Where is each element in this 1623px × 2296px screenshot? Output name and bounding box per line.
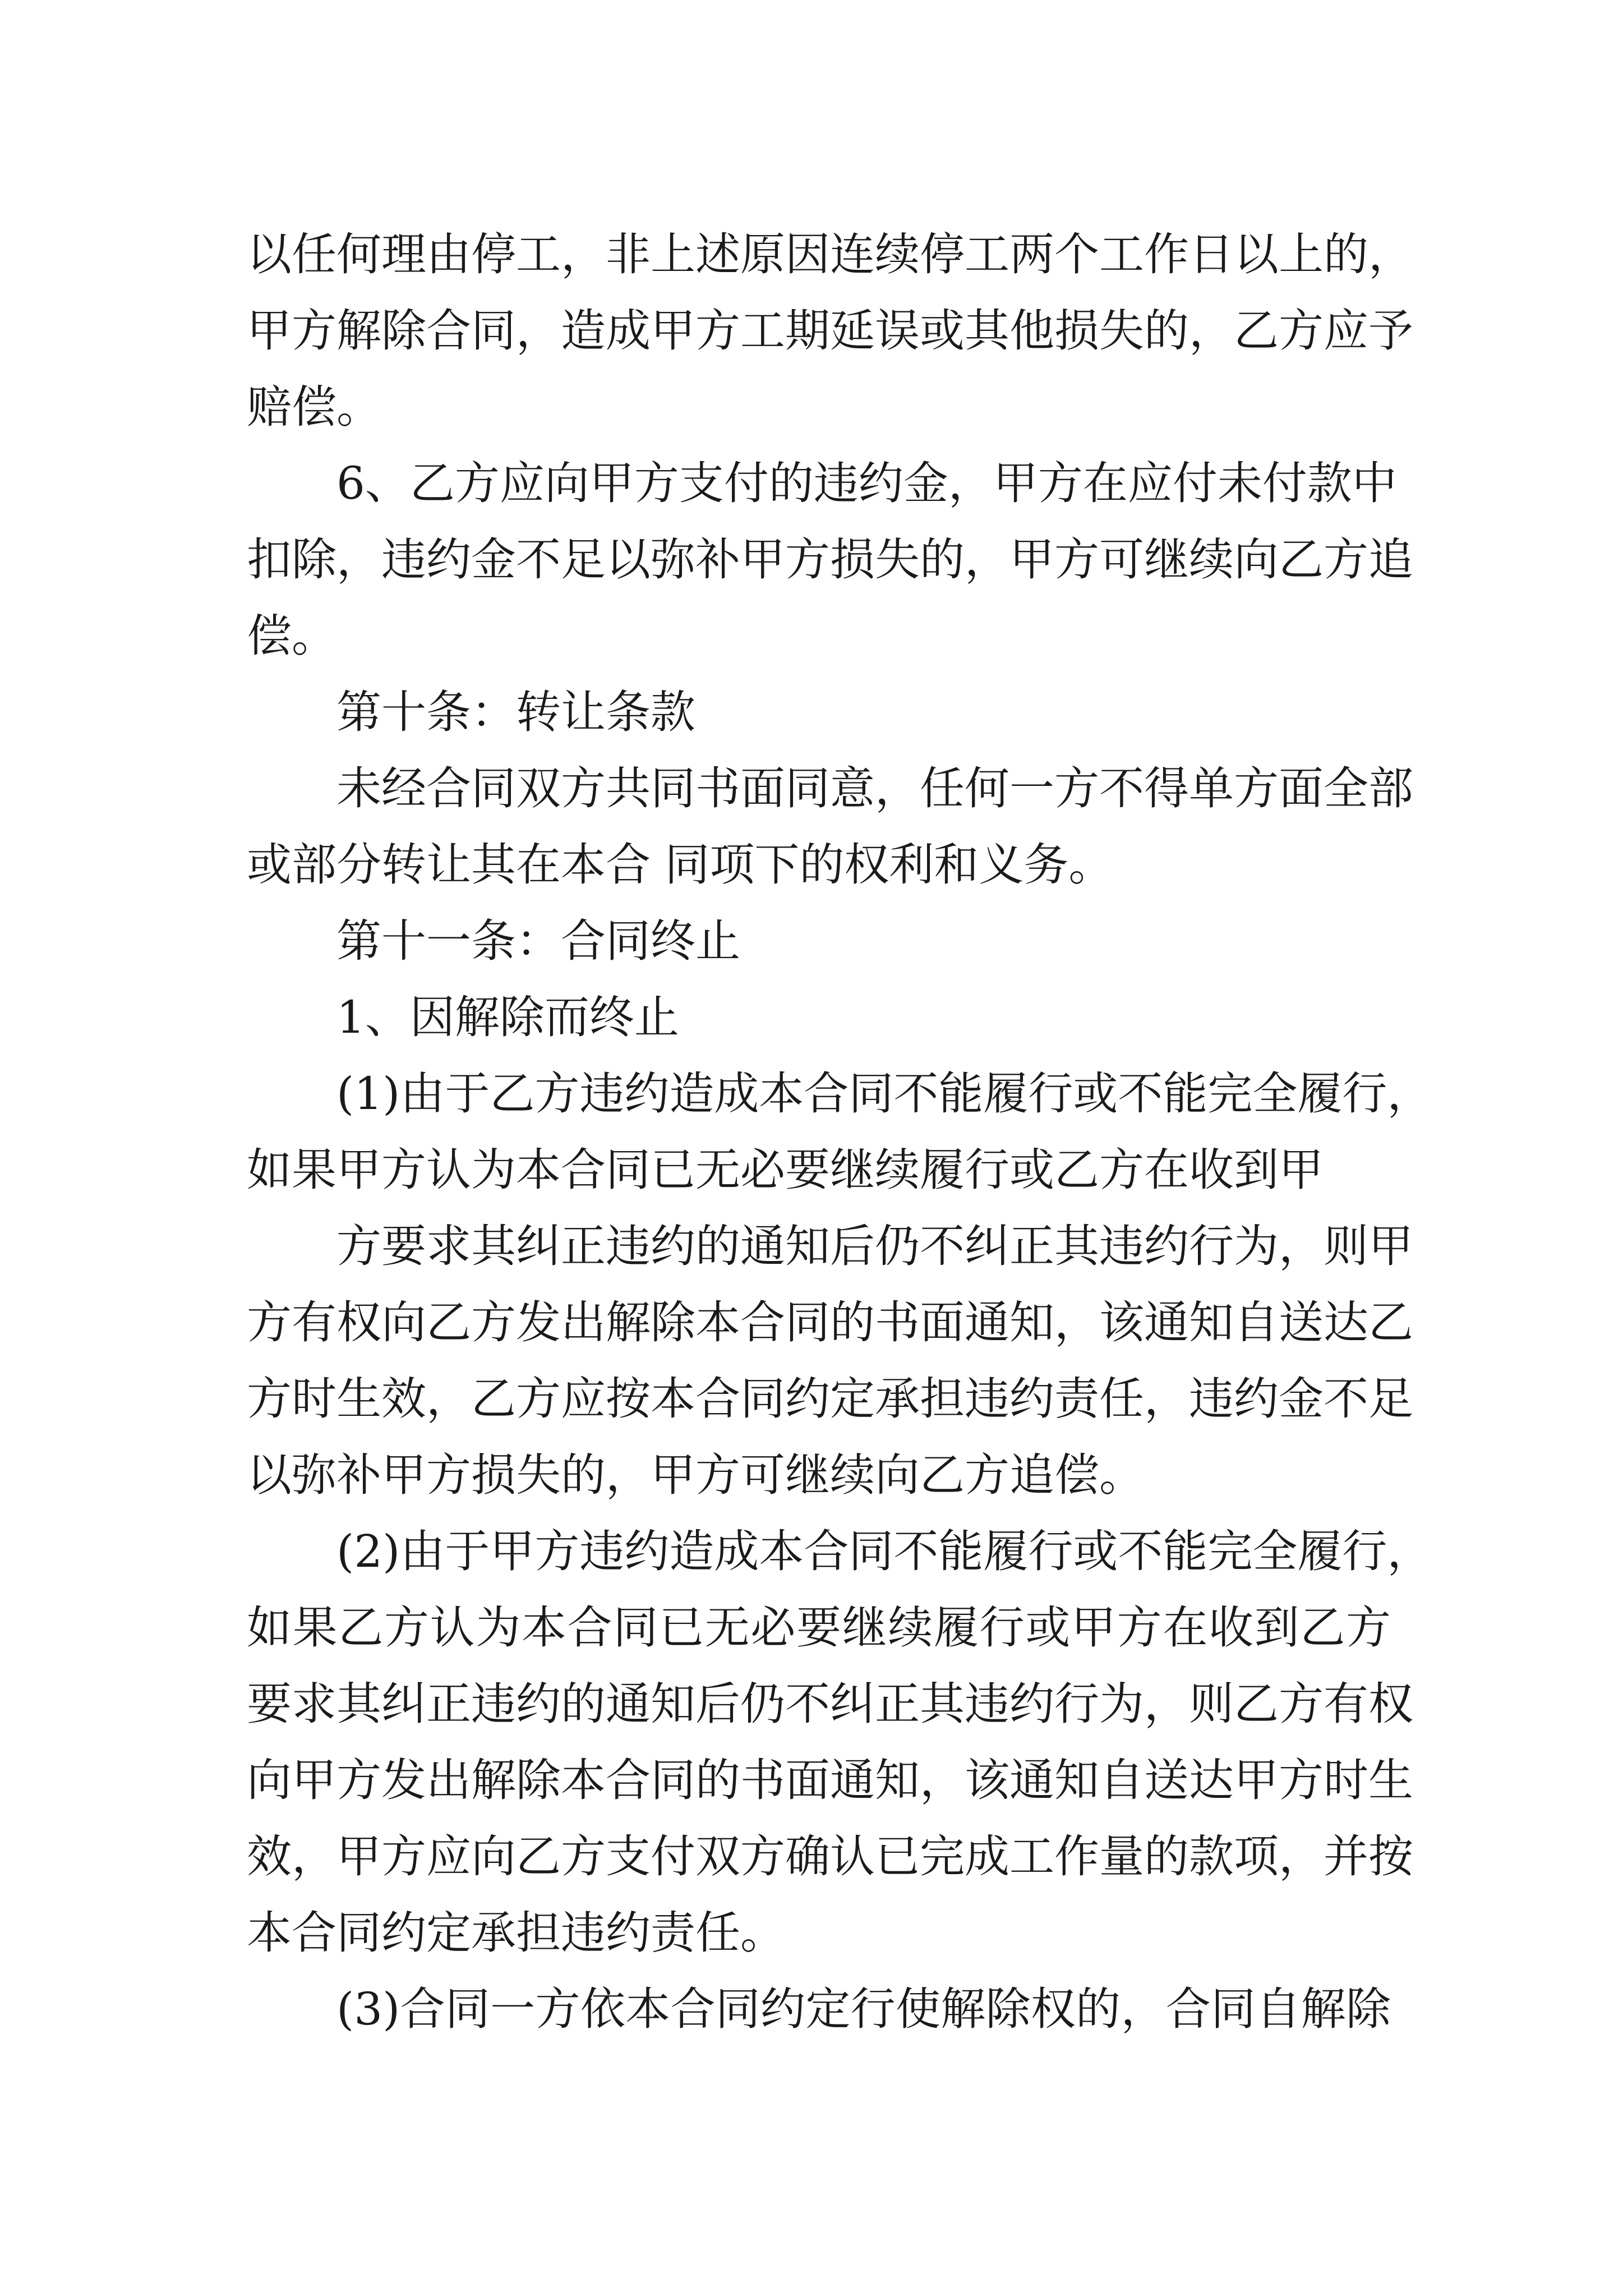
text-line: 如果乙方认为本合同已无必要继续履行或甲方在收到乙方 [247, 1602, 1391, 1654]
text-line: 如果甲方认为本合同已无必要继续履行或乙方在收到甲 [247, 1144, 1324, 1196]
text-line: 或部分转让其在本合 同项下的权利和义务。 [247, 839, 1114, 891]
text-line: 未经合同双方共同书面同意，任何一方不得单方面全部 [336, 762, 1413, 815]
text-line: 要求其纠正违约的通知后仍不纠正其违约行为，则乙方有权 [247, 1678, 1413, 1730]
text-line: 效，甲方应向乙方支付双方确认已完成工作量的款项，并按 [247, 1830, 1413, 1883]
text-line: 方时生效，乙方应按本合同约定承担违约责任，违约金不足 [247, 1373, 1413, 1425]
text-line: 扣除，违约金不足以弥补甲方损失的，甲方可继续向乙方追 [247, 533, 1413, 586]
text-line: (3)合同一方依本合同约定行使解除权的，合同自解除 [336, 1983, 1391, 2035]
section-heading: 第十条：转让条款 [336, 686, 695, 738]
text-line: 1、因解除而终止 [336, 991, 679, 1043]
text-line: 6、乙方应向甲方支付的违约金，甲方在应付未付款中 [336, 457, 1397, 509]
text-line: 向甲方发出解除本合同的书面通知，该通知自送达甲方时生 [247, 1754, 1413, 1806]
text-line: 以任何理由停工，非上述原因连续停工两个工作日以上的， [247, 228, 1413, 280]
text-line: (2)由于甲方违约造成本合同不能履行或不能完全履行， [336, 1525, 1432, 1577]
text-line: 甲方解除合同，造成甲方工期延误或其他损失的，乙方应予 [247, 305, 1413, 357]
text-line: 方要求其纠正违约的通知后仍不纠正其违约行为，则甲 [336, 1220, 1413, 1272]
text-line: 以弥补甲方损失的，甲方可继续向乙方追偿。 [247, 1449, 1144, 1501]
text-line: 本合同约定承担违约责任。 [247, 1907, 785, 1959]
section-heading: 第十一条：合同终止 [336, 915, 740, 967]
text-line: 方有权向乙方发出解除本合同的书面通知，该通知自送达乙 [247, 1296, 1413, 1349]
text-line: 赔偿。 [247, 381, 381, 433]
text-line: 偿。 [247, 610, 336, 662]
text-line: (1)由于乙方违约造成本合同不能履行或不能完全履行， [336, 1068, 1432, 1120]
